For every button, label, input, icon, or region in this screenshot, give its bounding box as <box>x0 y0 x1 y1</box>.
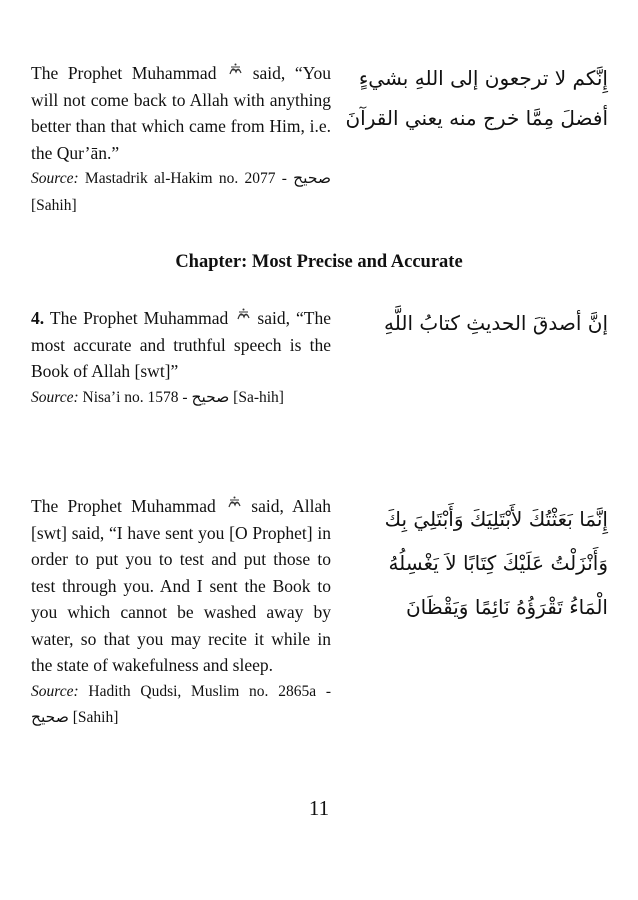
arabic-line: وَأَنْزَلْتُ عَلَيْكَ كِتَابًا لاَ يَغْسِلُهُ <box>388 551 608 575</box>
salla-symbol-icon <box>236 307 251 322</box>
hadith-3-source-label: Source: <box>31 682 79 700</box>
hadith-1-source-label: Source: <box>31 170 79 187</box>
arabic-line: إِنَّمَا بَعَثْتُكَ لأَبْتَلِيَكَ وَأَبْتَلِيَ بِكَ <box>384 507 608 531</box>
arabic-line: إنَّ أصدقَ الحديثِ كتابُ اللَّهِ <box>384 311 608 335</box>
arabic-line: إِنَّكم لا ترجعون إلى اللهِ بشيءٍ <box>358 66 608 90</box>
hadith-1-source-text: Mastadrik al-Hakim no. 2077 - صحيح [Sahih] <box>31 170 331 214</box>
hadith-2-english <box>31 305 331 411</box>
hadith-3-text: said, Allah [swt] said, “I have sent you [O Prophet] in order to put you to test and put those to test through you. And I sent the Book to you which cannot be washed away by water, so that you may recite it while in the state of wakefulness and sleep. <box>31 496 332 675</box>
hadith-2-text: said, “The most accurate and truthful speech is the Book of Allah [swt]” <box>31 308 332 381</box>
hadith-1-intro: The Prophet Muhammad <box>31 63 217 83</box>
hadith-1-source <box>31 166 331 219</box>
hadith-2-source <box>31 385 331 412</box>
hadith-3-arabic <box>348 497 608 629</box>
hadith-3-english <box>31 493 331 732</box>
hadith-1-arabic <box>345 58 608 138</box>
hadith-3-source-text: Hadith Qudsi, Muslim no. 2865a - صحيح [Sahih] <box>31 682 332 726</box>
hadith-1-english <box>31 60 331 219</box>
hadith-2-intro: The Prophet Muhammad <box>49 308 229 328</box>
page-number: 11 <box>308 796 330 820</box>
hadith-2-arabic <box>348 303 608 343</box>
chapter-title: Chapter: Most Precise and Accurate <box>175 252 463 272</box>
arabic-line: أفضلَ مِمَّا خرج منه يعني القرآنَ <box>345 106 608 130</box>
arabic-line: الْمَاءُ تَقْرَؤُهُ نَائِمًا وَيَقْظَانَ <box>405 595 608 619</box>
hadith-1-text: said, “You will not come back to Allah with anything better than that which came from Him, i.e. the Qur’ān.” <box>31 63 332 163</box>
salla-symbol-icon <box>227 495 242 510</box>
hadith-2-source-label: Source: <box>31 388 79 406</box>
salla-symbol-icon <box>228 62 243 77</box>
hadith-2-source-text: Nisa’i no. 1578 - صحيح [Sa-hih] <box>82 388 284 406</box>
hadith-3-source <box>31 679 331 732</box>
hadith-3-intro: The Prophet Muhammad <box>31 496 216 516</box>
hadith-number: 4. <box>31 308 45 328</box>
